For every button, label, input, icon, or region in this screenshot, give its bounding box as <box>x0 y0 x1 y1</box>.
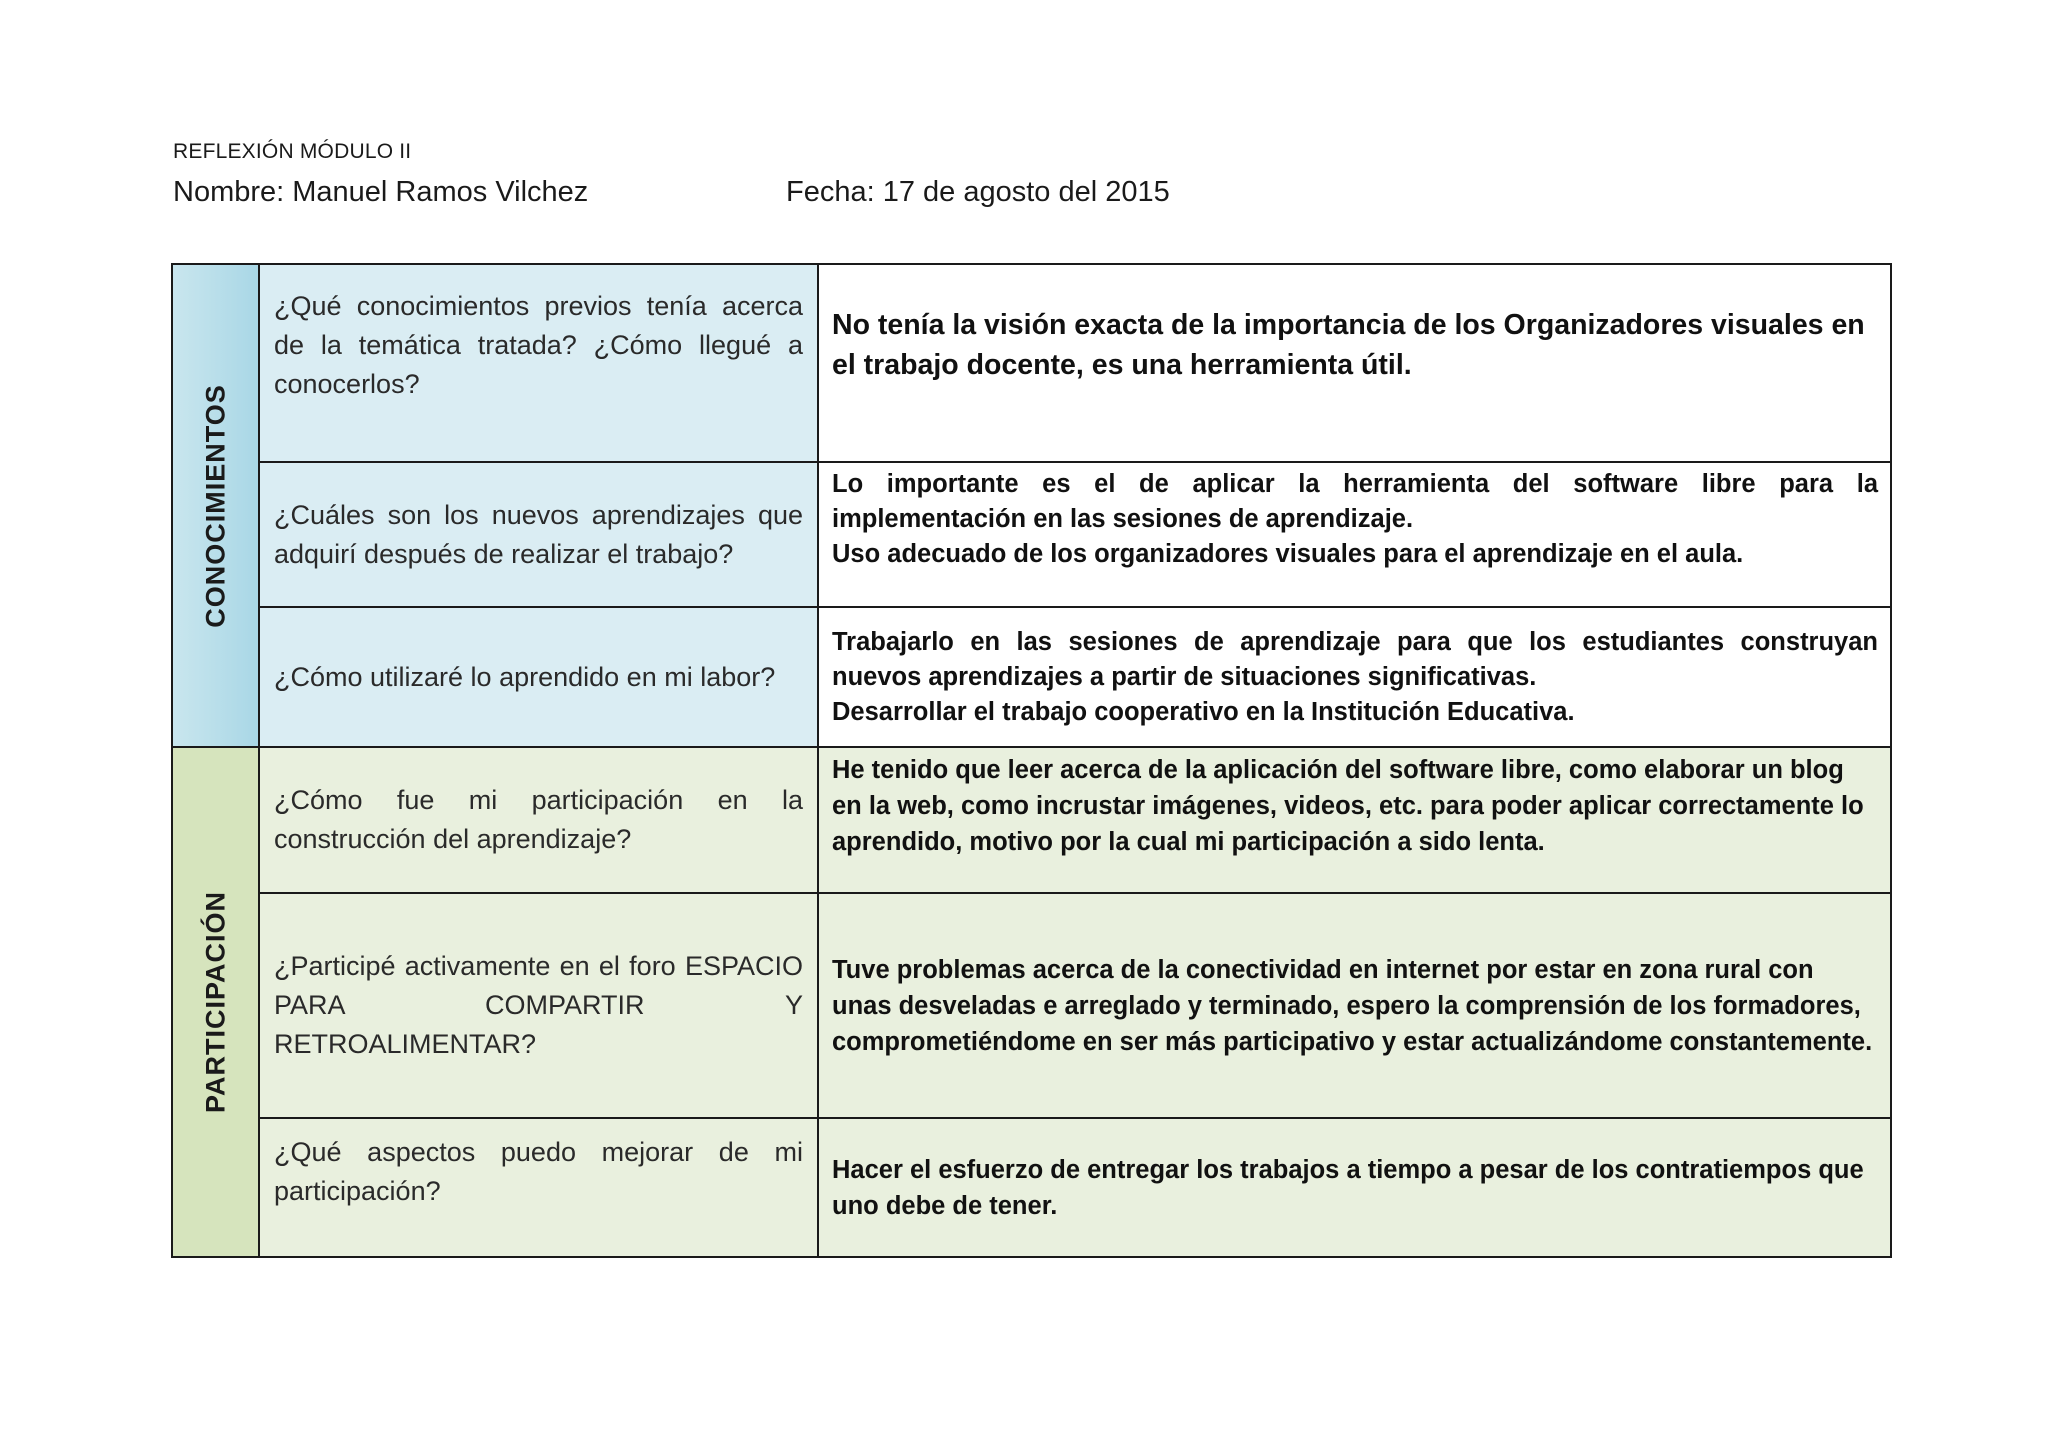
answer-cell <box>818 607 1891 747</box>
question-text: ¿Qué conocimientos previos tenía acerca de la temática tratada? ¿Cómo llegué a conocerlos? <box>274 291 803 399</box>
answer-text: Lo importante es el de aplicar la herramienta del software libre para la implementación en las sesiones de aprendizaje. Uso adecuado de los organizadores visuales para el aprendizaje en el aula. <box>832 470 1878 568</box>
answer-text: Hacer el esfuerzo de entregar los trabajos a tiempo a pesar de los contratiempos que uno debe de tener. <box>832 1155 1864 1220</box>
document-date: Fecha: 17 de agosto del 2015 <box>786 176 1170 208</box>
author-name: Nombre: Manuel Ramos Vilchez <box>173 176 589 208</box>
table-row <box>172 1118 1891 1257</box>
question-cell <box>259 462 818 607</box>
table-row <box>172 747 1891 893</box>
question-cell <box>259 893 818 1118</box>
question-cell <box>259 264 818 462</box>
answer-text: He tenido que leer acerca de la aplicación del software libre, como elaborar un blog en la web, como incrustar imágenes, videos, etc. para poder aplicar correctamente lo aprendido, motivo por la cual mi participación a sido lenta. <box>832 756 1864 856</box>
reflection-table <box>171 263 1892 1258</box>
question-text: ¿Cómo utilizaré lo aprendido en mi labor? <box>274 661 776 692</box>
question-text: ¿Participé activamente en el foro ESPACIO PARA COMPARTIR Y RETROALIMENTAR? <box>274 951 803 1059</box>
question-text: ¿Cuáles son los nuevos aprendizajes que adquirí después de realizar el trabajo? <box>274 499 803 569</box>
answer-text: Tuve problemas acerca de la conectividad en internet por estar en zona rural con unas desveladas e arreglado y terminado, espero la comprensión de los formadores, comprometiéndome en ser más participativo y estar actualizándome constantemente. <box>832 955 1873 1056</box>
header-meta <box>173 176 1873 216</box>
question-cell <box>259 1118 818 1257</box>
table-row <box>172 893 1891 1118</box>
answer-cell <box>818 264 1891 462</box>
answer-text: No tenía la visión exacta de la importancia de los Organizadores visuales en el trabajo docente, es una herramienta útil. <box>832 309 1865 381</box>
table-row <box>172 607 1891 747</box>
question-cell <box>259 747 818 893</box>
table-row <box>172 462 1891 607</box>
document-title: REFLEXIÓN MÓDULO II <box>173 140 412 163</box>
answer-text: Trabajarlo en las sesiones de aprendizaje para que los estudiantes construyan nuevos aprendizajes a partir de situaciones significativas. Desarrollar el trabajo cooperativo en la Institución Educativa. <box>832 627 1878 726</box>
answer-cell <box>818 893 1891 1118</box>
question-cell <box>259 607 818 747</box>
section-label-knowledge: CONOCIMIENTOS <box>200 383 230 628</box>
question-text: ¿Qué aspectos puedo mejorar de mi participación? <box>274 1137 803 1206</box>
question-text: ¿Cómo fue mi participación en la construcción del aprendizaje? <box>274 785 803 854</box>
answer-cell <box>818 1118 1891 1257</box>
section-participation <box>172 747 259 1257</box>
answer-cell <box>818 462 1891 607</box>
answer-cell <box>818 747 1891 893</box>
table-row <box>172 264 1891 462</box>
section-knowledge <box>172 264 259 747</box>
section-label-participation: PARTICIPACIÓN <box>200 891 230 1113</box>
